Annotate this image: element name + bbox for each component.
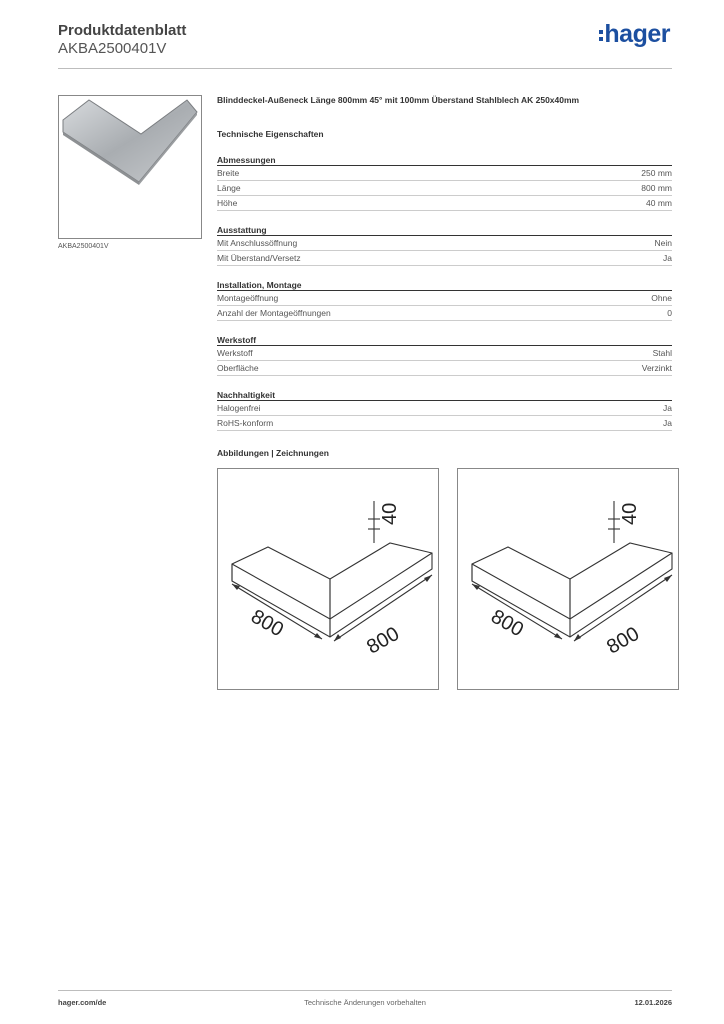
- row-label: Länge: [217, 183, 241, 193]
- table-row: [217, 166, 672, 181]
- section-ausstattung: [217, 224, 672, 266]
- row-value: 40 mm: [646, 198, 672, 208]
- row-value: Stahl: [652, 348, 672, 358]
- section-nachhaltigkeit: [217, 389, 672, 431]
- page-title: Produktdatenblatt: [58, 22, 187, 39]
- table-row: [217, 401, 672, 416]
- product-image: [58, 95, 202, 239]
- dimension-drawing-icon: [218, 469, 438, 689]
- logo-colon-icon: [599, 27, 603, 44]
- row-label: Oberfläche: [217, 363, 259, 373]
- dim-left-label: 800: [487, 605, 528, 642]
- row-label: RoHS-konform: [217, 418, 274, 428]
- section-installation: [217, 279, 672, 321]
- row-label: Montageöffnung: [217, 293, 279, 303]
- hager-logo: [599, 20, 670, 49]
- row-value: Ja: [663, 418, 672, 428]
- header-divider: [58, 68, 672, 69]
- row-label: Werkstoff: [217, 348, 253, 358]
- dim-height-label: 40: [379, 502, 401, 525]
- table-row: [217, 306, 672, 321]
- datasheet-content: [217, 95, 672, 431]
- dim-right-label: 800: [603, 622, 644, 659]
- row-value: Ja: [663, 253, 672, 263]
- cover-corner-icon: [59, 96, 201, 238]
- table-row: [217, 291, 672, 306]
- row-value: 0: [667, 308, 672, 318]
- dimension-drawing-icon: [458, 469, 678, 689]
- row-value: Ohne: [651, 293, 672, 303]
- section-title: Ausstattung: [217, 224, 672, 236]
- section-title: Werkstoff: [217, 334, 672, 346]
- footer-divider: [58, 990, 672, 991]
- table-row: [217, 181, 672, 196]
- footer-website-link[interactable]: hager.com/de: [58, 998, 107, 1007]
- row-value: Verzinkt: [641, 363, 672, 373]
- footer-date: 12.01.2026: [634, 998, 672, 1007]
- product-description: Blinddeckel-Außeneck Länge 800mm 45° mit 100mm Überstand Stahlblech AK 250x40mm: [217, 95, 580, 105]
- row-label: Mit Anschlussöffnung: [217, 238, 298, 248]
- row-value: 800 mm: [641, 183, 672, 193]
- row-value: Nein: [654, 238, 672, 248]
- row-value: 250 mm: [641, 168, 672, 178]
- image-caption: AKBA2500401V: [58, 243, 109, 250]
- table-row: [217, 346, 672, 361]
- row-label: Höhe: [217, 198, 238, 208]
- table-row: [217, 251, 672, 266]
- article-number: AKBA2500401V: [58, 40, 167, 57]
- section-abmessungen: [217, 154, 672, 211]
- row-label: Breite: [217, 168, 240, 178]
- table-row: [217, 196, 672, 211]
- row-label: Mit Überstand/Versetz: [217, 253, 301, 263]
- row-label: Halogenfrei: [217, 403, 261, 413]
- technical-drawing-2: [457, 468, 679, 690]
- technical-heading: Technische Eigenschaften: [217, 129, 324, 139]
- drawings-heading: Abbildungen | Zeichnungen: [217, 448, 329, 458]
- page-footer: [58, 998, 672, 1010]
- table-row: [217, 236, 672, 251]
- section-title: Abmessungen: [217, 154, 672, 166]
- page-header: [58, 22, 672, 70]
- table-row: [217, 416, 672, 431]
- row-value: Ja: [663, 403, 672, 413]
- footer-notice: Technische Änderungen vorbehalten: [304, 998, 426, 1007]
- row-label: Anzahl der Montageöffnungen: [217, 308, 331, 318]
- table-row: [217, 361, 672, 376]
- section-werkstoff: [217, 334, 672, 376]
- dim-left-label: 800: [247, 605, 288, 642]
- dim-height-label: 40: [619, 502, 641, 525]
- technical-drawing-1: [217, 468, 439, 690]
- section-title: Nachhaltigkeit: [217, 389, 672, 401]
- logo-text: hager: [604, 20, 670, 48]
- section-title: Installation, Montage: [217, 279, 672, 291]
- dim-right-label: 800: [363, 622, 404, 659]
